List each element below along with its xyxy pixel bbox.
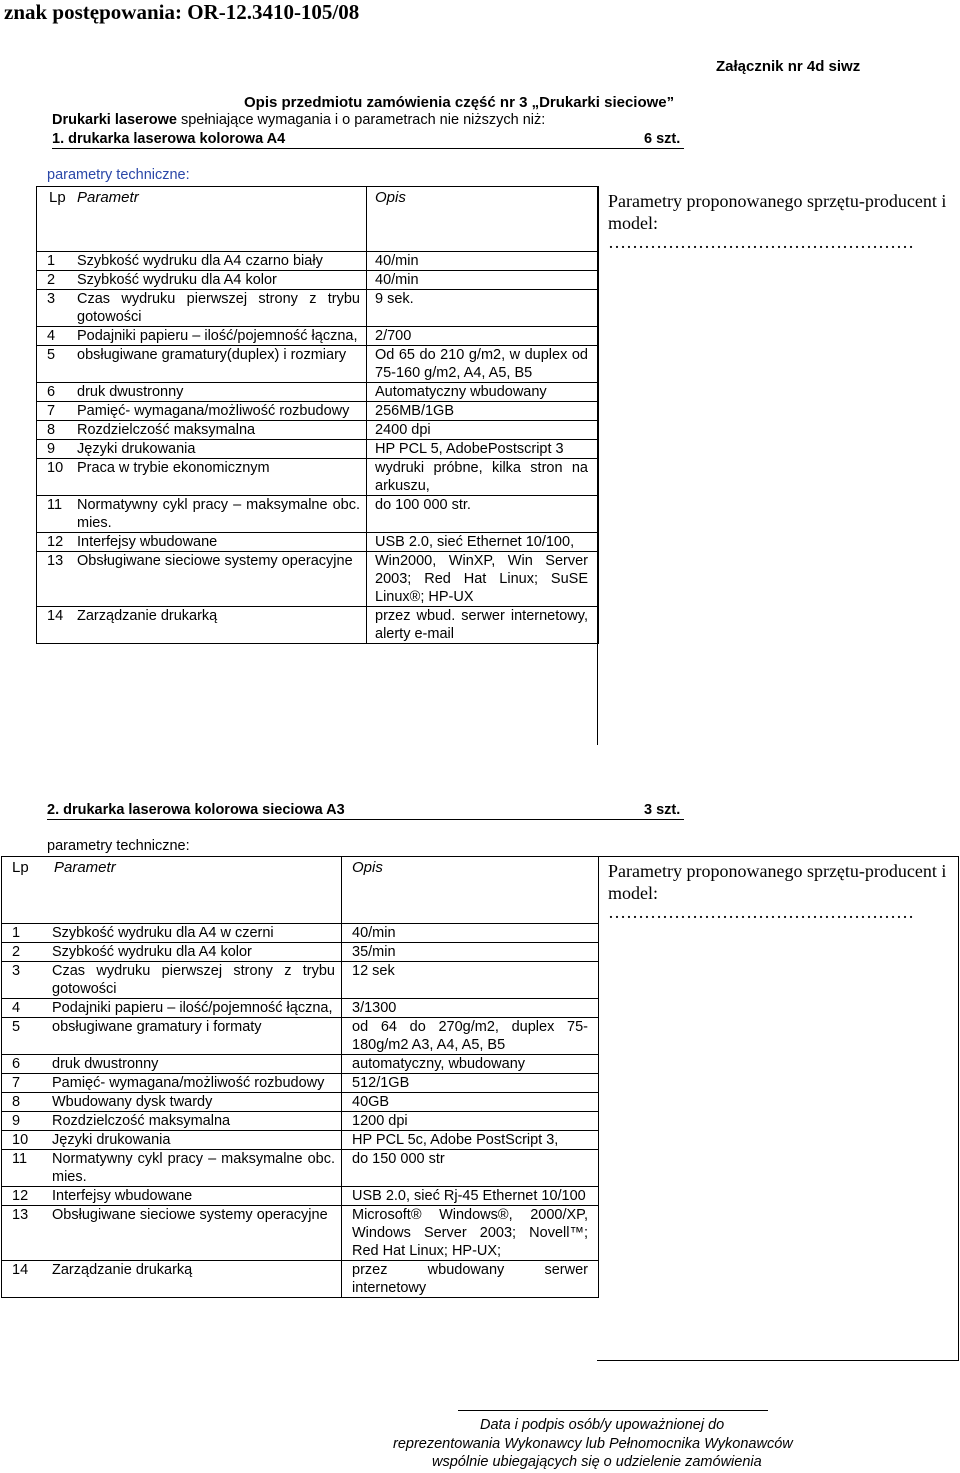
row-number: 1 xyxy=(47,253,56,269)
row-parameter: Obsługiwane sieciowe systemy operacyjne xyxy=(52,1207,328,1223)
section1-title-underline xyxy=(52,148,684,149)
row-number: 9 xyxy=(12,1113,21,1129)
row-description: do 150 000 str xyxy=(342,1150,599,1187)
row-description: 40/min xyxy=(367,252,599,271)
row-parameter: Szybkość wydruku dla A4 w czerni xyxy=(52,925,274,941)
section1-table xyxy=(36,186,599,644)
row-parameter: Interfejsy wbudowane xyxy=(52,1188,193,1204)
section1-tech-label: parametry techniczne: xyxy=(47,167,190,183)
table-row xyxy=(2,1261,599,1298)
footer-line2: reprezentowania Wykonawcy lub Pełnomocnika Wykonawców xyxy=(393,1436,793,1452)
row-description: 2/700 xyxy=(367,327,599,346)
row-parameter: Wbudowany dysk twardy xyxy=(52,1094,213,1110)
row-description: Od 65 do 210 g/m2, w duplex od 75-160 g/m2, A4, A5, B5 xyxy=(367,346,599,383)
section2-prop-bottom-border xyxy=(597,1360,959,1361)
row-description: 1200 dpi xyxy=(342,1112,599,1131)
table-row xyxy=(2,1112,599,1131)
footer-line1: Data i podpis osób/y upoważnionej do xyxy=(480,1417,725,1433)
section1-prop-dots: …………………………………………… xyxy=(608,232,914,252)
row-description: 40/min xyxy=(367,271,599,290)
table-row xyxy=(2,1093,599,1112)
subject-title: Opis przedmiotu zamówienia część nr 3 „Drukarki sieciowe” xyxy=(244,94,675,111)
table-row xyxy=(37,459,599,496)
row-description: od 64 do 270g/m2, duplex 75-180g/m2 A3, A4, A5, B5 xyxy=(342,1018,599,1055)
table-row xyxy=(2,1150,599,1187)
row-parameter: Pamięć- wymagana/możliwość rozbudowy xyxy=(77,403,350,419)
col-opis: Opis xyxy=(375,189,406,206)
row-parameter: Zarządzanie drukarką xyxy=(52,1262,193,1278)
row-parameter: Pamięć- wymagana/możliwość rozbudowy xyxy=(52,1075,325,1091)
row-number: 11 xyxy=(12,1151,28,1167)
section2-header-row xyxy=(2,857,599,924)
row-description: 40/min xyxy=(342,924,599,943)
row-parameter: Normatywny cykl pracy – maksymalne obc. mies. xyxy=(77,497,360,531)
row-number: 4 xyxy=(47,328,56,344)
row-number: 12 xyxy=(12,1188,29,1204)
col-opis: Opis xyxy=(352,859,383,876)
row-parameter: Podajniki papieru – ilość/pojemność łączna, xyxy=(52,1000,333,1016)
table-row xyxy=(2,1018,599,1055)
row-description: 40GB xyxy=(342,1093,599,1112)
row-number: 6 xyxy=(47,384,56,400)
row-description: HP PCL 5c, Adobe PostScript 3, xyxy=(342,1131,599,1150)
section1-rows xyxy=(37,252,599,644)
row-number: 10 xyxy=(47,460,64,476)
row-number: 1 xyxy=(12,925,21,941)
signature-line xyxy=(458,1410,768,1411)
row-description: USB 2.0, sieć Ethernet 10/100, xyxy=(367,533,599,552)
table-row xyxy=(37,290,599,327)
col-param: Parametr xyxy=(54,859,116,876)
case-number: znak postępowania: OR-12.3410-105/08 xyxy=(4,0,360,24)
table-row xyxy=(2,1131,599,1150)
section1-prop-header: Parametry proponowanego sprzętu-producent i model: xyxy=(608,191,947,233)
section2-prop-header: Parametry proponowanego sprzętu-producent i model: xyxy=(608,861,947,903)
row-number: 10 xyxy=(12,1132,29,1148)
section1-header-row xyxy=(37,187,599,252)
row-description: 256MB/1GB xyxy=(367,402,599,421)
col-lp: Lp xyxy=(49,189,66,206)
table-row xyxy=(37,552,599,607)
section2-title: 2. drukarka laserowa kolorowa sieciowa A3 xyxy=(47,802,345,818)
row-parameter: Praca w trybie ekonomicznym xyxy=(77,460,270,476)
row-parameter: Szybkość wydruku dla A4 kolor xyxy=(77,272,277,288)
row-number: 7 xyxy=(12,1075,21,1091)
attachment-label: Załącznik nr 4d siwz xyxy=(716,58,861,75)
section2-table xyxy=(1,856,599,1298)
row-parameter: Szybkość wydruku dla A4 kolor xyxy=(52,944,252,960)
row-parameter: Podajniki papieru – ilość/pojemność łączna, xyxy=(77,328,358,344)
row-parameter: Rozdzielczość maksymalna xyxy=(52,1113,231,1129)
table-row xyxy=(37,402,599,421)
table-row xyxy=(2,999,599,1018)
table-row xyxy=(2,1206,599,1261)
row-parameter: obsługiwane gramatury i formaty xyxy=(52,1019,262,1035)
row-description: HP PCL 5, AdobePostscript 3 xyxy=(367,440,599,459)
row-number: 8 xyxy=(12,1094,21,1110)
row-description: przez wbud. serwer internetowy, alerty e-mail xyxy=(367,607,599,644)
section2-right-border xyxy=(958,856,959,1361)
table-row xyxy=(2,1055,599,1074)
row-description: 12 sek xyxy=(342,962,599,999)
table-row xyxy=(2,924,599,943)
row-description: 35/min xyxy=(342,943,599,962)
row-number: 14 xyxy=(47,608,64,624)
table-row xyxy=(37,496,599,533)
table-row xyxy=(37,346,599,383)
row-parameter: Rozdzielczość maksymalna xyxy=(77,422,256,438)
row-number: 3 xyxy=(12,963,21,979)
table-row xyxy=(37,421,599,440)
section1-right-border xyxy=(597,186,598,745)
row-parameter: Czas wydruku pierwszej strony z trybu gotowości xyxy=(52,963,335,997)
section1-title: 1. drukarka laserowa kolorowa A4 xyxy=(52,131,286,147)
row-description: do 100 000 str. xyxy=(367,496,599,533)
row-parameter: Języki drukowania xyxy=(52,1132,171,1148)
row-parameter: obsługiwane gramatury(duplex) i rozmiary xyxy=(77,347,347,363)
row-parameter: Szybkość wydruku dla A4 czarno biały xyxy=(77,253,323,269)
row-parameter: Interfejsy wbudowane xyxy=(77,534,218,550)
section2-title-underline xyxy=(47,819,684,820)
section2-rows xyxy=(2,924,599,1298)
table-row xyxy=(37,383,599,402)
footer-line3: wspólnie ubiegających się o udzielenie zamówienia xyxy=(432,1454,762,1470)
table-row xyxy=(37,440,599,459)
row-number: 2 xyxy=(12,944,21,960)
table-row xyxy=(37,271,599,290)
section2-tech-label: parametry techniczne: xyxy=(47,838,190,854)
col-lp: Lp xyxy=(12,859,29,876)
table-row xyxy=(37,252,599,271)
row-number: 8 xyxy=(47,422,56,438)
row-description: USB 2.0, sieć Rj-45 Ethernet 10/100 xyxy=(342,1187,599,1206)
row-parameter: Zarządzanie drukarką xyxy=(77,608,218,624)
row-number: 7 xyxy=(47,403,56,419)
row-number: 5 xyxy=(12,1019,21,1035)
intro-rest: spełniające wymagania i o parametrach nie niższych niż: xyxy=(176,112,546,128)
row-number: 14 xyxy=(12,1262,29,1278)
row-number: 6 xyxy=(12,1056,21,1072)
row-number: 2 xyxy=(47,272,56,288)
table-row xyxy=(2,1187,599,1206)
row-description: 512/1GB xyxy=(342,1074,599,1093)
row-number: 12 xyxy=(47,534,64,550)
intro-text xyxy=(52,112,545,128)
row-parameter: Języki drukowania xyxy=(77,441,196,457)
row-number: 5 xyxy=(47,347,56,363)
table-row xyxy=(37,533,599,552)
row-number: 13 xyxy=(12,1207,29,1223)
row-number: 3 xyxy=(47,291,56,307)
table-row xyxy=(37,327,599,346)
row-parameter: Czas wydruku pierwszej strony z trybu gotowości xyxy=(77,291,360,325)
table-row xyxy=(2,1074,599,1093)
intro-bold: Drukarki laserowe xyxy=(52,112,177,128)
row-description: automatyczny, wbudowany xyxy=(342,1055,599,1074)
row-description: przez wbudowany serwer internetowy xyxy=(342,1261,599,1298)
row-description: 2400 dpi xyxy=(367,421,599,440)
row-description: Automatyczny wbudowany xyxy=(367,383,599,402)
row-description: 3/1300 xyxy=(342,999,599,1018)
section1-qty: 6 szt. xyxy=(644,131,681,147)
row-parameter: Normatywny cykl pracy – maksymalne obc. mies. xyxy=(52,1151,335,1185)
row-parameter: Obsługiwane sieciowe systemy operacyjne xyxy=(77,553,353,569)
row-number: 13 xyxy=(47,553,64,569)
row-description: wydruki próbne, kilka stron na arkuszu, xyxy=(367,459,599,496)
row-parameter: druk dwustronny xyxy=(77,384,184,400)
section2-prop-top-border xyxy=(597,856,959,857)
section2-qty: 3 szt. xyxy=(644,802,681,818)
col-param: Parametr xyxy=(77,189,139,206)
row-number: 4 xyxy=(12,1000,21,1016)
table-row xyxy=(2,943,599,962)
row-description: Win2000, WinXP, Win Server 2003; Red Hat Linux; SuSE Linux®; HP-UX xyxy=(367,552,599,607)
row-description: 9 sek. xyxy=(367,290,599,327)
row-number: 9 xyxy=(47,441,56,457)
row-description: Microsoft® Windows®, 2000/XP, Windows Server 2003; Novell™; Red Hat Linux; HP-UX; xyxy=(342,1206,599,1261)
section2-prop-dots: …………………………………………… xyxy=(608,902,914,922)
table-row xyxy=(2,962,599,999)
table-row xyxy=(37,607,599,644)
row-parameter: druk dwustronny xyxy=(52,1056,159,1072)
row-number: 11 xyxy=(47,497,63,513)
